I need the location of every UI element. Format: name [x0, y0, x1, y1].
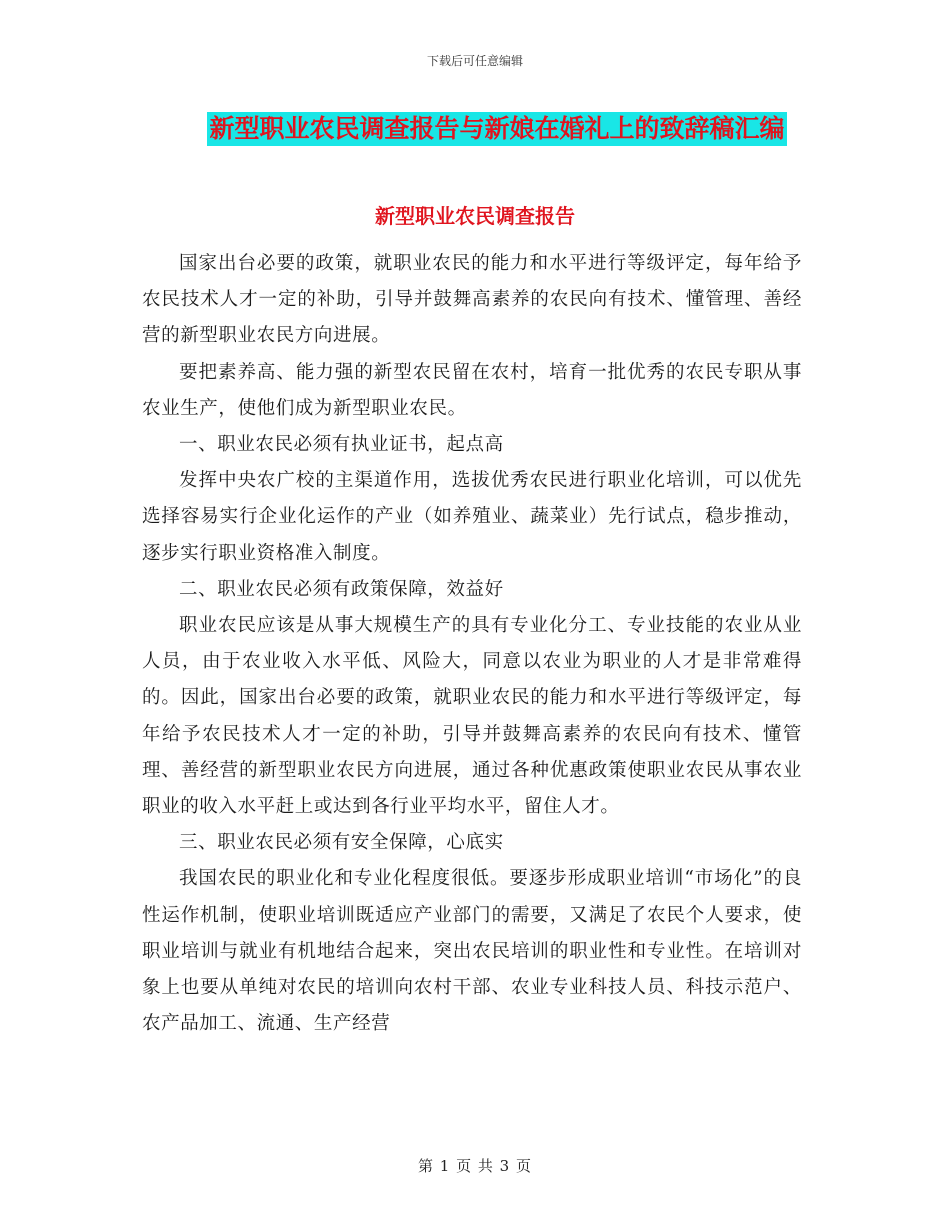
document-title-container: [0, 112, 950, 146]
subheading: 二、职业农民必须有政策保障，效益好: [179, 578, 504, 600]
paragraph: 职业农民应该是从事大规模生产的具有专业化分工、专业技能的农业从业人员，由于农业收入水平低、风险大，同意以农业为职业的人才是非常难得的。因此，国家出台必要的政策，就职业农民的能力和水平进行等级评定，每年给予农民技术人才一定的补助，引导并鼓舞高素养的农民向有技术、懂管理、善经营的新型职业农民方向进展，通过各种优惠政策使职业农民从事农业职业的收入水平赶上或达到各行业平均水平，留住人才。: [142, 615, 802, 818]
page-indicator: 第 1 页 共 3 页: [418, 1157, 532, 1175]
paragraph: 国家出台必要的政策，就职业农民的能力和水平进行等级评定，每年给予农民技术人才一定的补助，引导并鼓舞高素养的农民向有技术、懂管理、善经营的新型职业农民方向进展。: [142, 253, 802, 347]
subheading: 三、职业农民必须有安全保障，心底实: [179, 832, 504, 854]
header-note: 下载后可任意编辑: [426, 54, 523, 68]
document-title: 新型职业农民调查报告与新娘在婚礼上的致辞稿汇编: [207, 112, 786, 146]
paragraph: 要把素养高、能力强的新型农民留在农村，培育一批优秀的农民专职从事农业生产，使他们成为新型职业农民。: [142, 361, 802, 419]
paragraph: 发挥中央农广校的主渠道作用，选拔优秀农民进行职业化培训，可以优先选择容易实行企业化运作的产业（如养殖业、蔬菜业）先行试点，稳步推动，逐步实行职业资格准入制度。: [142, 470, 802, 564]
subheading: 一、职业农民必须有执业证书，起点高: [179, 434, 504, 456]
section-title: 新型职业农民调查报告: [375, 204, 575, 228]
document-body: [142, 246, 802, 1042]
paragraph: 我国农民的职业化和专业化程度很低。要逐步形成职业培训“市场化”的良性运作机制，使职业培训既适应产业部门的需要，又满足了农民个人要求，使职业培训与就业有机地结合起来，突出农民培训的职业性和专业性。在培训对象上也要从单纯对农民的培训向农村干部、农业专业科技人员、科技示范户、农产品加工、流通、生产经营: [142, 868, 802, 1035]
